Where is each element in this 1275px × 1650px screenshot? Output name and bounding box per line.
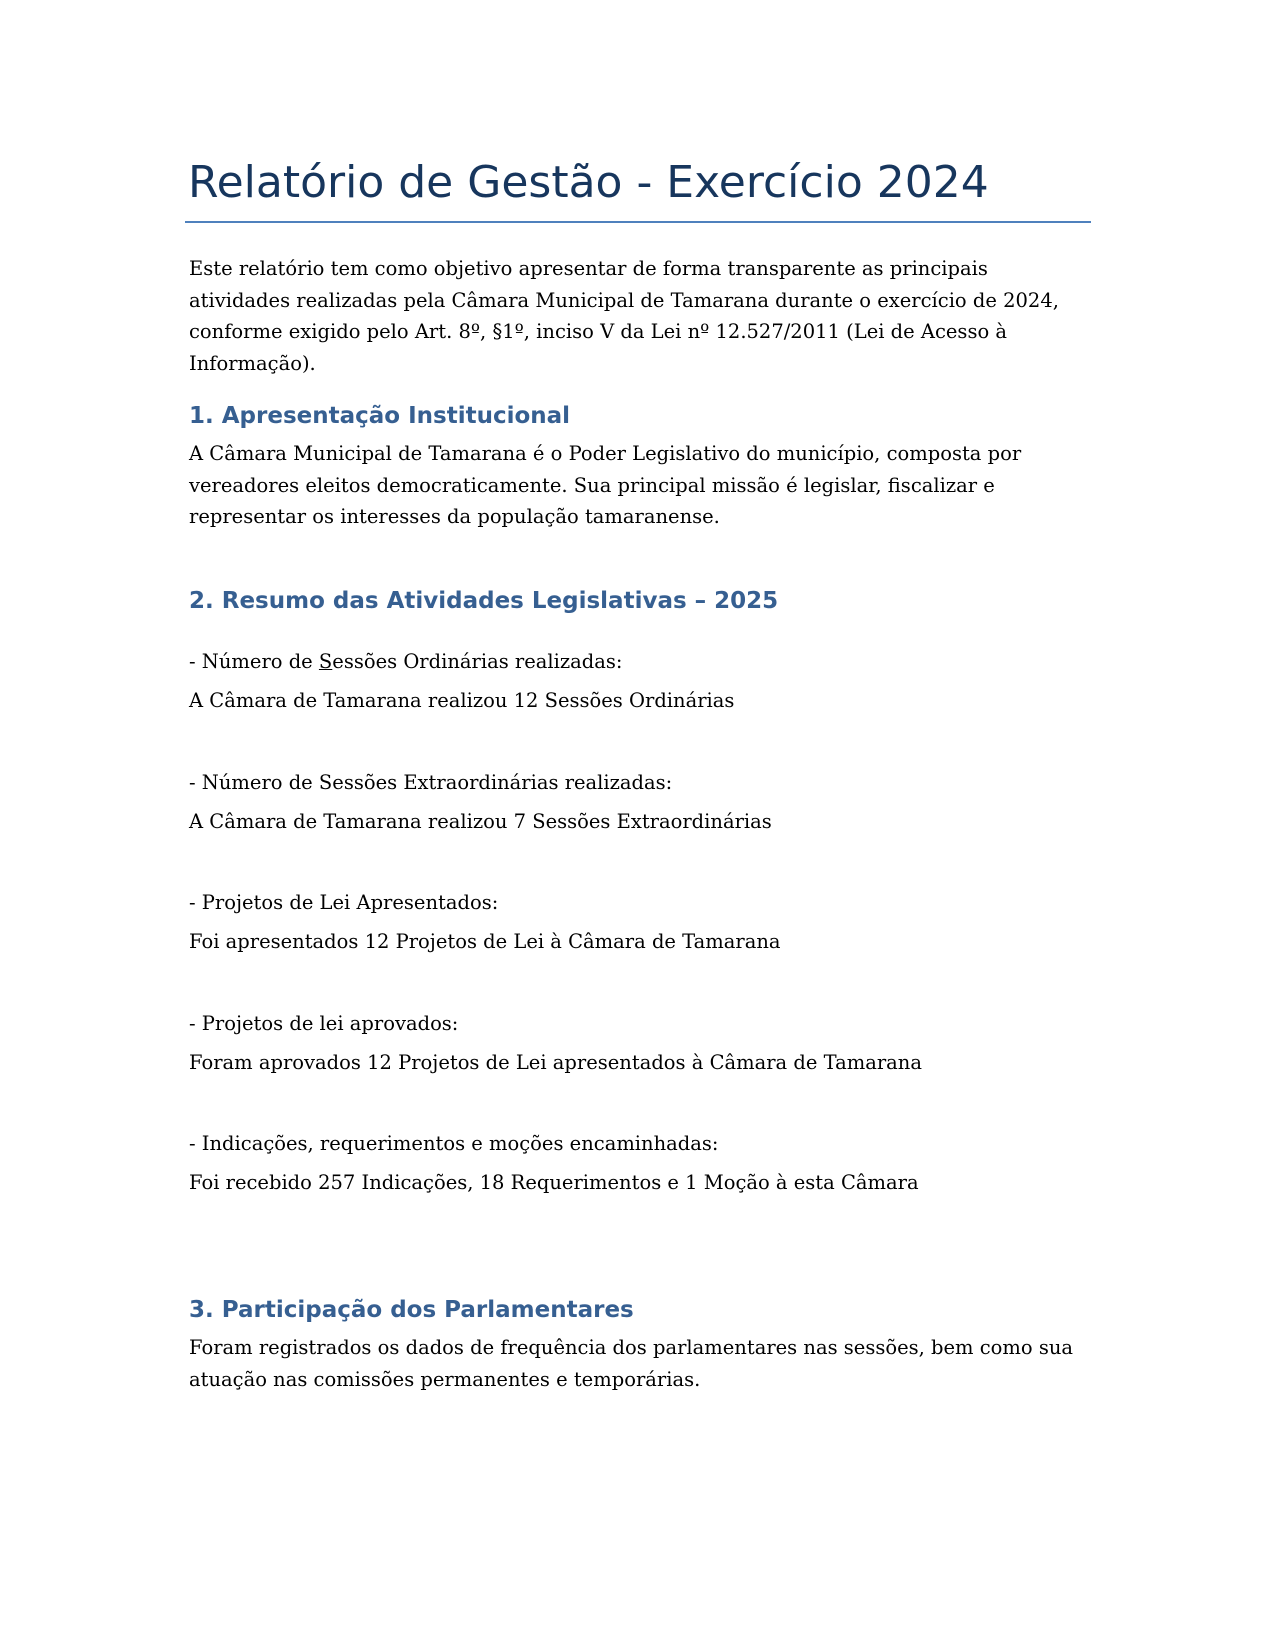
stat-value-extraordinary-sessions: A Câmara de Tamarana realizou 7 Sessões Extraordinárias xyxy=(189,810,772,833)
stat-label-indications-requests: - Indicações, requerimentos e moções encaminhadas: xyxy=(189,1132,719,1155)
intro-paragraph: Este relatório tem como objetivo apresentar de forma transparente as principais atividades realizadas pela Câmara Municipal de Tamarana durante o exercício de 2024, conforme exigido pelo Art. 8º, §1º, inciso V da Lei nº 12.527/2011 (Lei de Acesso à Informação). xyxy=(189,257,1059,375)
stat-value-ordinary-sessions: A Câmara de Tamarana realizou 12 Sessões Ordinárias xyxy=(189,689,735,712)
stat-label-bills-approved: - Projetos de lei aprovados: xyxy=(189,1012,459,1035)
document-title: Relatório de Gestão - Exercício 2024 xyxy=(188,157,989,208)
section-3-paragraph: Foram registrados os dados de frequência dos parlamentares nas sessões, bem como sua atuação nas comissões permanentes e temporárias. xyxy=(189,1336,1074,1391)
stat-label-prefix: - Número de xyxy=(189,650,319,673)
underlined-letter: S xyxy=(318,650,333,673)
stat-label-extraordinary-sessions: - Número de Sessões Extraordinárias realizadas: xyxy=(189,771,673,794)
section-3-heading: 3. Participação dos Parlamentares xyxy=(189,1297,634,1323)
stat-label-bills-presented: - Projetos de Lei Apresentados: xyxy=(189,891,499,914)
section-1-heading: 1. Apresentação Institucional xyxy=(189,403,571,429)
stat-value-bills-presented: Foi apresentados 12 Projetos de Lei à Câmara de Tamarana xyxy=(189,930,781,953)
stat-value-bills-approved: Foram aprovados 12 Projetos de Lei apresentados à Câmara de Tamarana xyxy=(189,1051,922,1074)
title-underline-divider xyxy=(185,221,1091,223)
stat-label-ordinary-sessions xyxy=(189,646,622,678)
section-1-paragraph: A Câmara Municipal de Tamarana é o Poder Legislativo do município, composta por vereadores eleitos democraticamente. Sua principal missão é legislar, fiscalizar e representar os interesses da população tamaranense. xyxy=(189,442,1022,528)
stat-value-indications-requests: Foi recebido 257 Indicações, 18 Requerimentos e 1 Moção à esta Câmara xyxy=(189,1171,919,1194)
section-2-heading: 2. Resumo das Atividades Legislativas – 2025 xyxy=(189,588,779,614)
stat-label-suffix: essões Ordinárias realizadas: xyxy=(332,650,623,673)
